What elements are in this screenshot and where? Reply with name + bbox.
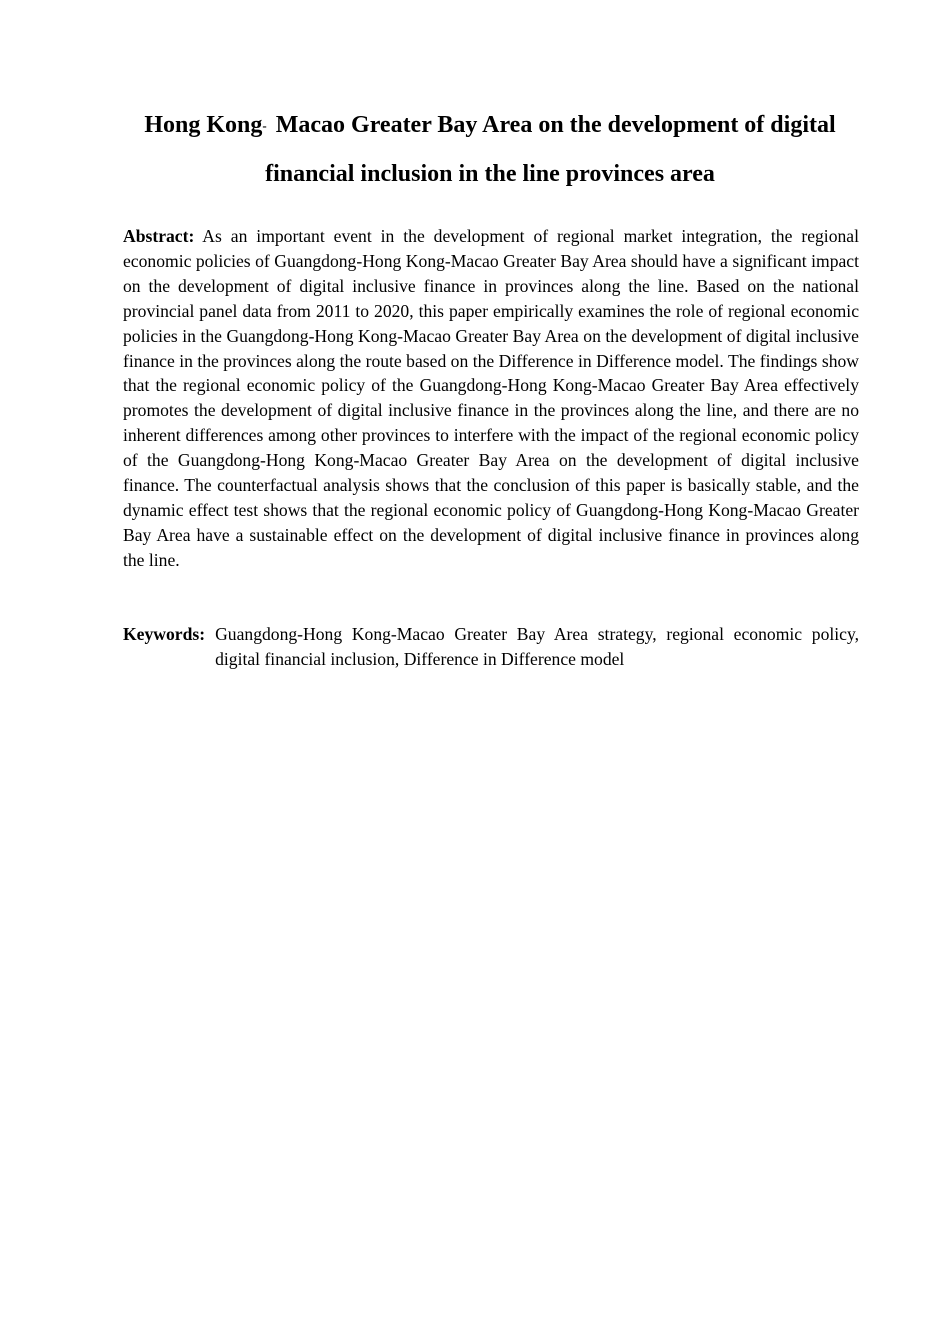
keywords-label: Keywords: xyxy=(123,624,206,644)
paper-title xyxy=(110,101,870,199)
abstract-text: As an important event in the development of regional market integration, the regional economic policies of Guangdong-Hong Kong-Macao Greater Bay Area should have a significant impact on the development of digital inclusive finance in provinces along the line. Based on the national provincial panel data from 2011 to 2020, this paper empirically examines the role of regional economic policies in the Guangdong-Hong Kong-Macao Greater Bay Area on the development of digital inclusive finance in the provinces along the route based on the Difference in Difference model. The findings show that the regional economic policy of the Guangdong-Hong Kong-Macao Greater Bay Area effectively promotes the development of digital inclusive finance in the provinces along the line, and there are no inherent differences among other provinces to interfere with the impact of the regional economic policy of the Guangdong-Hong Kong-Macao Greater Bay Area on the development of digital inclusive finance. The counterfactual analysis shows that the conclusion of this paper is basically stable, and the dynamic effect test shows that the regional economic policy of Guangdong-Hong Kong-Macao Greater Bay Area have a sustainable effect on the development of digital inclusive finance in provinces along the line. xyxy=(123,226,859,570)
title-dash: - xyxy=(262,118,267,133)
keywords-section xyxy=(123,622,859,672)
keywords-text: Guangdong-Hong Kong-Macao Greater Bay Area strategy, regional economic policy, digital financial inclusion, Difference in Difference model xyxy=(215,624,859,669)
abstract-label: Abstract: xyxy=(123,226,195,246)
title-part-1: Hong Kong xyxy=(144,112,263,138)
abstract-paragraph xyxy=(123,224,859,573)
title-part-2: Macao Greater Bay Area on the development of digital financial inclusion in the line provinces area xyxy=(265,112,836,187)
